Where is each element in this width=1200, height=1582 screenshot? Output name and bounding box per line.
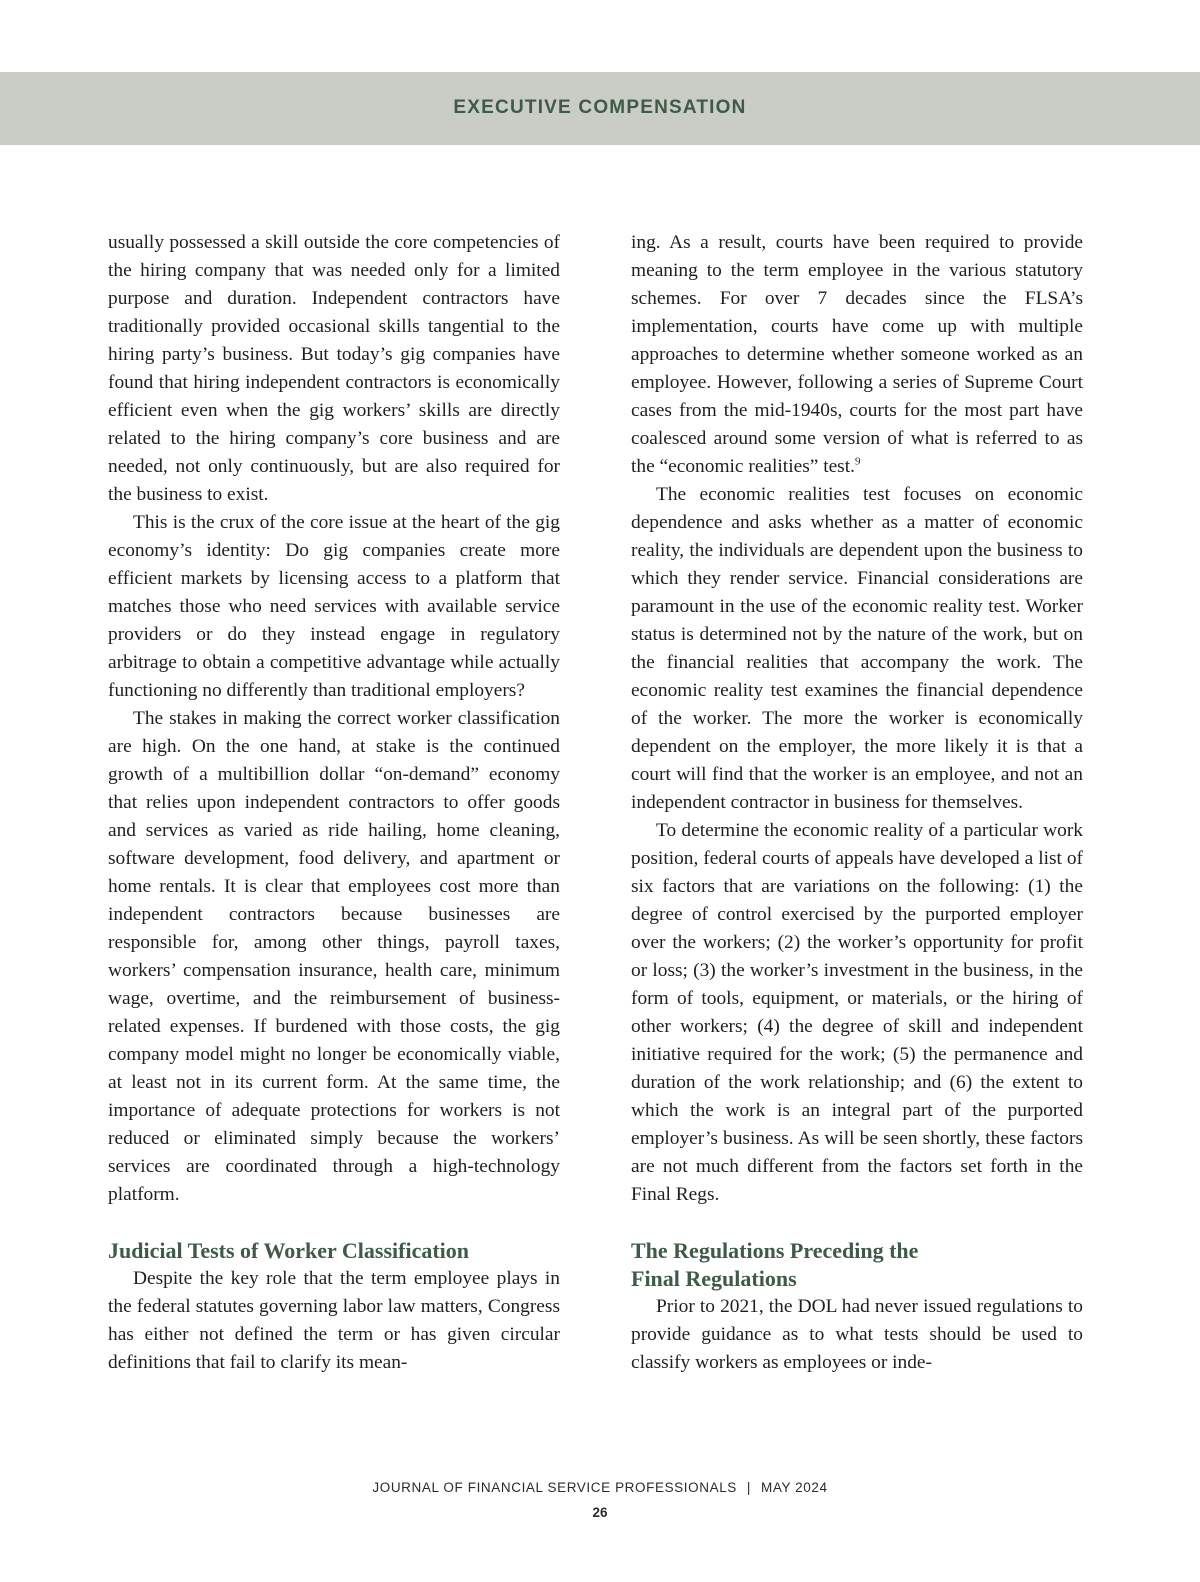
paragraph	[631, 229, 1083, 481]
footer-separator: |	[746, 1480, 752, 1495]
section-heading-line: The Regulations Preceding the	[631, 1238, 919, 1263]
section-heading: Judicial Tests of Worker Classification	[108, 1238, 470, 1263]
left-column	[108, 229, 560, 1377]
page-number: 26	[592, 1505, 608, 1520]
paragraph: usually possessed a skill outside the core competencies of the hiring company that was needed only for a limited purpose and duration. Independent contractors have traditionally provided occasional skills tangential to the hiring party’s business. But today’s gig companies have found that hiring independent contractors is economically efficient even when the gig workers’ skills are directly related to the hiring company’s core business and are needed, not only continuously, but are also required for the business to exist.	[108, 232, 560, 505]
issue-date: MAY 2024	[761, 1480, 828, 1495]
journal-name: JOURNAL OF FINANCIAL SERVICE PROFESSIONALS	[372, 1480, 737, 1495]
section-heading	[631, 1237, 1083, 1293]
right-column	[631, 229, 1083, 1377]
footer-journal-line	[0, 1480, 1200, 1495]
paragraph: This is the crux of the core issue at the heart of the gig economy’s identity: Do gig companies create more efficient markets by licensing access to a platform that matches those who need services with available service providers or do they instead engage in regulatory arbitrage to obtain a competitive advantage while actually functioning no differently than traditional employers?	[108, 512, 560, 701]
paragraph: Prior to 2021, the DOL had never issued regulations to provide guidance as to what tests should be used to classify workers as employees or inde-	[631, 1296, 1083, 1373]
paragraph: The economic realities test focuses on economic dependence and asks whether as a matter of economic reality, the individuals are dependent upon the business to which they render service. Financial considerations are paramount in the use of the economic reality test. Worker status is determined not by the nature of the work, but on the financial realities that accompany the work. The economic reality test examines the financial dependence of the worker. The more the worker is economically dependent on the employer, the more likely it is that a court will find that the worker is an employee, and not an independent contractor in business for themselves.	[631, 484, 1083, 813]
paragraph: To determine the economic reality of a particular work position, federal courts of appeals have developed a list of six factors that are variations on the following: (1) the degree of control exercised by the purported employer over the workers; (2) the worker’s opportunity for profit or loss; (3) the worker’s investment in the business, in the form of tools, equipment, or materials, or the hiring of other workers; (4) the degree of skill and independent initiative required for the work; (5) the permanence and duration of the work relationship; and (6) the extent to which the work is an integral part of the purported employer’s business. As will be seen shortly, these factors are not much different from the factors set forth in the Final Regs.	[631, 820, 1083, 1205]
paragraph: Despite the key role that the term employee plays in the federal statutes governing labor law matters, Congress has either not defined the term or has given circular definitions that fail to clarify its mean-	[108, 1268, 560, 1373]
footnote-marker[interactable]: 9	[854, 455, 861, 468]
section-heading-line: Final Regulations	[631, 1266, 797, 1291]
paragraph: The stakes in making the correct worker classification are high. On the one hand, at stake is the continued growth of a multibillion dollar “on-demand” economy that relies upon independent contractors to offer goods and services as varied as ride hailing, home cleaning, software development, food delivery, and apartment or home rentals. It is clear that employees cost more than independent contractors because businesses are responsible for, among other things, payroll taxes, workers’ compensation insurance, health care, minimum wage, overtime, and the reimbursement of business-related expenses. If burdened with those costs, the gig company model might no longer be economically viable, at least not in its current form. At the same time, the importance of adequate protections for workers is not reduced or eliminated simply because the workers’ services are coordinated through a high-technology platform.	[108, 708, 560, 1205]
section-label: EXECUTIVE COMPENSATION	[453, 97, 747, 118]
paragraph-text: ing. As a result, courts have been required to provide meaning to the term employee in the various statutory schemes. For over 7 decades since the FLSA’s implementation, courts have come up with multiple approaches to determine whether someone worked as an employee. However, following a series of Supreme Court cases from the mid-1940s, courts for the most part have coalesced around some version of what is referred to as the “economic realities” test.	[631, 232, 1083, 477]
